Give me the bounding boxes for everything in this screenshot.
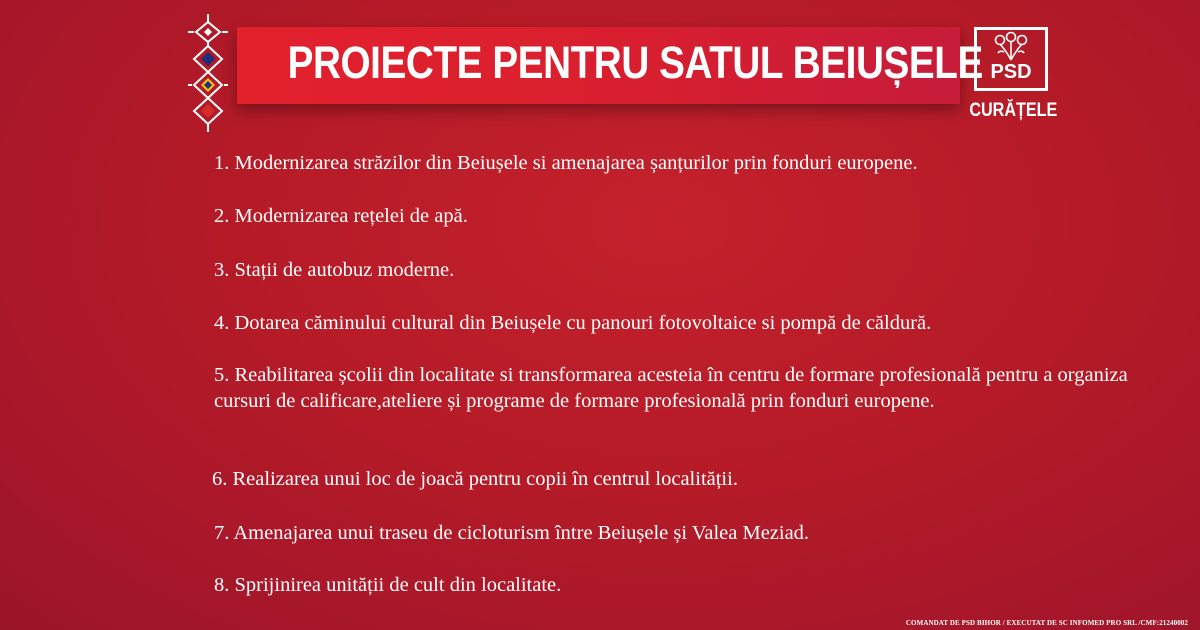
list-item: 4. Dotarea căminului cultural din Beiușele cu panouri fotovoltaice si pompă de căldură. bbox=[214, 312, 932, 334]
list-item: 5. Reabilitarea școlii din localitate si transformarea acesteia în centru de formare profesională pentru a organiza cursuri de calificare,ateliere și programe de formare profesională prin fonduri europene. bbox=[214, 364, 1128, 412]
list-item: 3. Stații de autobuz moderne. bbox=[214, 259, 455, 281]
logo-text: PSD bbox=[990, 61, 1032, 83]
list-item: 6. Realizarea unui loc de joacă pentru copii în centrul localității. bbox=[212, 468, 738, 490]
title-banner bbox=[237, 27, 983, 104]
folk-ornament-icon bbox=[188, 14, 228, 132]
roses-icon bbox=[977, 30, 1045, 64]
list-item: 7. Amenajarea unui traseu de cicloturism între Beiușele și Valea Meziad. bbox=[214, 522, 810, 544]
psd-logo bbox=[974, 27, 1048, 91]
list-item: 2. Modernizarea rețelei de apă. bbox=[214, 205, 468, 227]
branch-name: CURĂȚELE bbox=[969, 100, 1058, 121]
list-item: 1. Modernizarea străzilor din Beiușele si amenajarea șanțurilor prin fonduri europene. bbox=[214, 152, 918, 174]
page-title: PROIECTE PENTRU SATUL BEIUȘELE bbox=[287, 37, 983, 88]
list-item: 8. Sprijinirea unității de cult din localitate. bbox=[214, 574, 562, 596]
footer-credit: COMANDAT DE PSD BIHOR / EXECUTAT DE SC INFOMED PRO SRL /CMF:21240002 bbox=[905, 619, 1188, 627]
